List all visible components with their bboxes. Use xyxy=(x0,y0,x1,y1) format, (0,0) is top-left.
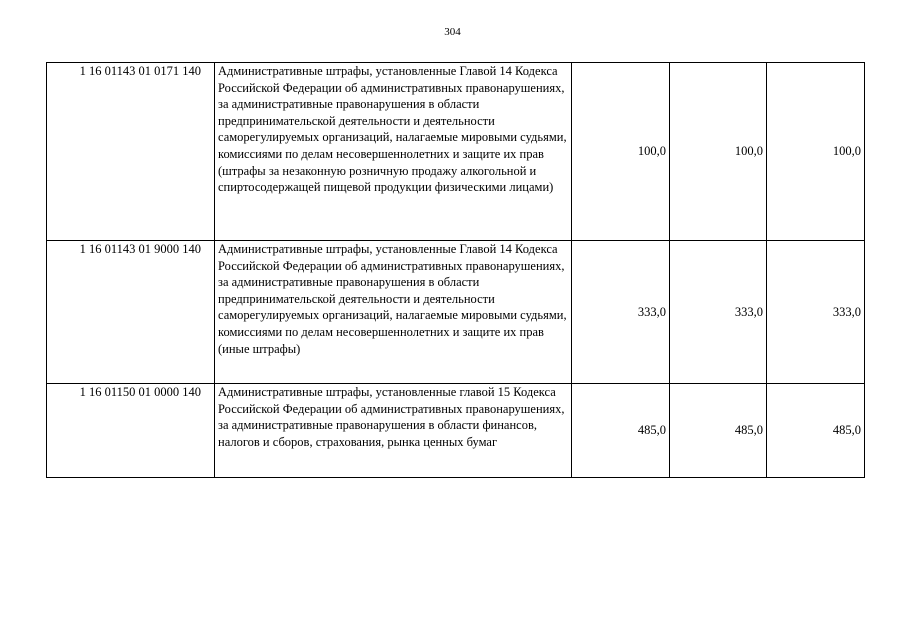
revenue-description: Административные штрафы, установленные Главой 14 Кодекса Российской Федерации об административных правонарушениях, за административные правонарушения в области предпринимательской деятельности и деятельности саморегулируемых организаций, налагаемые мировыми судьями, комиссиями по делам несовершеннолетних и защите их прав (штрафы за незаконную розничную продажу алкогольной и спиртосодержащей пищевой продукции физическими лицами) xyxy=(215,63,572,241)
amount-year-2: 485,0 xyxy=(670,384,767,478)
amount-year-3: 485,0 xyxy=(767,384,865,478)
revenue-description: Административные штрафы, установленные главой 15 Кодекса Российской Федерации об административных правонарушениях, за административные правонарушения в области финансов, налогов и сборов, страхования, рынка ценных бумаг xyxy=(215,384,572,478)
table-row xyxy=(47,241,865,384)
table-row xyxy=(47,384,865,478)
table-row xyxy=(47,63,865,241)
amount-year-3: 100,0 xyxy=(767,63,865,241)
amount-year-1: 100,0 xyxy=(572,63,670,241)
revenue-description: Административные штрафы, установленные Главой 14 Кодекса Российской Федерации об административных правонарушениях, за административные правонарушения в области предпринимательской деятельности и деятельности саморегулируемых организаций, налагаемые мировыми судьями, комиссиями по делам несовершеннолетних и защите их прав (иные штрафы) xyxy=(215,241,572,384)
budget-classification-code: 1 16 01150 01 0000 140 xyxy=(47,384,215,478)
budget-classification-code: 1 16 01143 01 0171 140 xyxy=(47,63,215,241)
amount-year-1: 485,0 xyxy=(572,384,670,478)
page-number: 304 xyxy=(444,26,461,38)
amount-year-1: 333,0 xyxy=(572,241,670,384)
budget-classification-code: 1 16 01143 01 9000 140 xyxy=(47,241,215,384)
budget-revenue-table xyxy=(46,62,865,478)
amount-year-2: 100,0 xyxy=(670,63,767,241)
amount-year-2: 333,0 xyxy=(670,241,767,384)
amount-year-3: 333,0 xyxy=(767,241,865,384)
